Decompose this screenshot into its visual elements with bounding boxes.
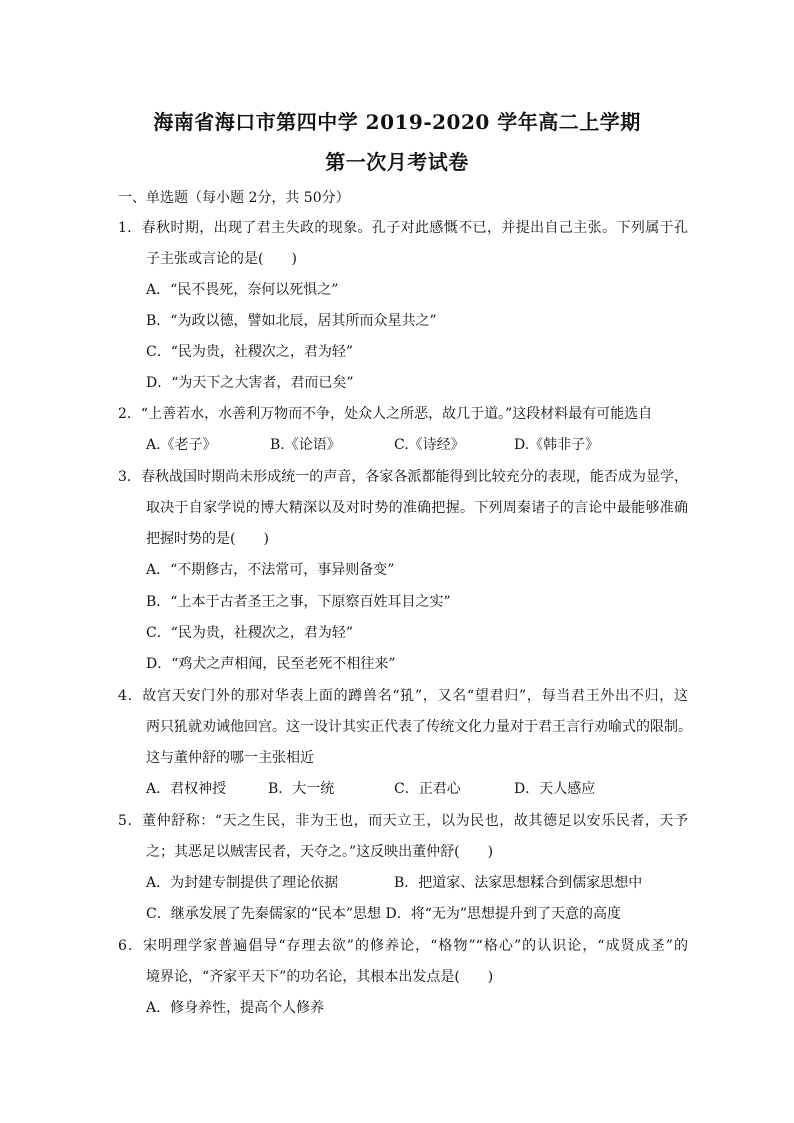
question-1-option-c: C．“民为贵，社稷次之，君为轻” <box>146 344 354 360</box>
question-4-stem-cont1: 两只犼就劝诫他回宫。这一设计其实正代表了传统文化力量对于君王言行劝喻式的限制。 <box>146 719 692 735</box>
question-5-stem-cont: 之；其恶足以贼害民者，天夺之。”这反映出董仲舒( ) <box>146 844 494 860</box>
exam-title-line1: 海南省海口市第四中学 2019-2020 学年高二上学期 <box>153 110 641 134</box>
question-3-option-c: C．“民为贵，社稷次之，君为轻” <box>146 625 354 641</box>
question-6-option-a: A．修身养性，提高个人修养 <box>146 1000 325 1016</box>
question-5-option-a: A．为封建专制提供了理论依据 <box>146 875 339 891</box>
question-4-option-b: B．大一统 <box>268 781 335 797</box>
question-3-option-d: D．“鸡犬之声相闻，民至老死不相往来” <box>146 656 396 672</box>
question-2-stem: 2．“上善若水，水善利万物而不争，处众人之所恶，故几于道。”这段材料最有可能选自 <box>118 406 653 422</box>
question-1-option-a: A．“民不畏死，奈何以死惧之” <box>146 282 339 298</box>
question-3-stem-cont1: 取决于自家学说的博大精深以及对时势的准确把握。下列周秦诸子的言论中最能够准确 <box>146 500 688 516</box>
question-1-option-d: D．“为天下之大害者，君而已矣” <box>146 375 354 391</box>
question-2-option-c: C.《诗经》 <box>394 437 465 453</box>
question-3-option-a: A．“不期修古，不法常可，事异则备变” <box>146 562 395 578</box>
question-5-stem: 5．董仲舒称：“天之生民，非为王也，而天立王，以为民也，故其德足以安乐民者，天予 <box>118 813 688 829</box>
section-heading: 一、单选题（每小题 2分，共 50分） <box>118 190 350 206</box>
question-4-option-d: D．天人感应 <box>514 781 596 797</box>
question-4-stem-cont2: 这与董仲舒的哪一主张相近 <box>146 750 314 766</box>
question-1-stem-cont: 子主张或言论的是( ) <box>146 251 297 267</box>
question-5-option-b: B．把道家、法家思想糅合到儒家思想中 <box>394 875 643 891</box>
question-4-option-c: C．正君心 <box>394 781 461 797</box>
exam-title-line2: 第一次月考试卷 <box>325 150 469 174</box>
question-4-stem: 4．故宫天安门外的那对华表上面的蹲兽名“犼”，又名“望君归”，每当君王外出不归，这 <box>118 688 688 704</box>
question-6-stem: 6．宋明理学家普遍倡导“存理去欲”的修养论，“格物”“格心”的认识论，“成贤成圣”的 <box>118 938 688 954</box>
question-2-option-a: A.《老子》 <box>146 437 217 453</box>
question-3-option-b: B．“上本于古者圣王之事，下原察百姓耳目之实” <box>146 594 451 610</box>
question-6-stem-cont: 境界论，“齐家平天下”的功名论，其根本出发点是( ) <box>146 969 494 985</box>
question-4-option-a: A．君权神授 <box>146 781 227 797</box>
question-1-stem: 1．春秋时期，出现了君主失政的现象。孔子对此感慨不已，并提出自己主张。下列属于孔 <box>118 220 688 236</box>
question-3-stem: 3．春秋战国时期尚未形成统一的声音，各家各派都能得到比较充分的表现，能否成为显学， <box>118 469 688 485</box>
question-5-options-row2: C．继承发展了先秦儒家的“民本”思想 D．将“无为”思想提升到了天意的高度 <box>146 906 622 922</box>
question-1-option-b: B．“为政以德，譬如北辰，居其所而众星共之” <box>146 313 437 329</box>
question-2-option-d: D.《韩非子》 <box>514 437 600 453</box>
question-3-stem-cont2: 把握时势的是( ) <box>146 531 269 547</box>
question-2-option-b: B.《论语》 <box>270 437 341 453</box>
